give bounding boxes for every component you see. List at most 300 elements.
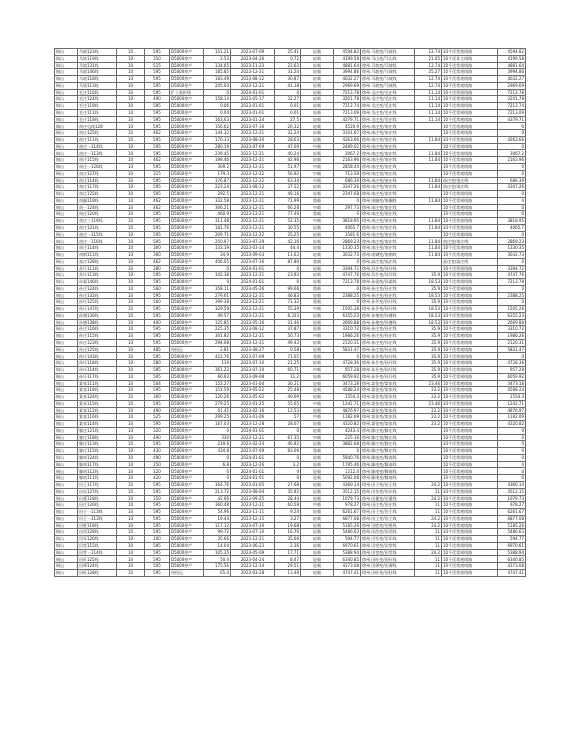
table-cell: 铜山: [55, 482, 78, 489]
table-cell: 0: [334, 285, 361, 292]
table-cell: 铜山: [55, 360, 78, 367]
table-row: [55, 224, 526, 231]
table-cell: D5000停产: [170, 130, 204, 137]
table-cell: 11.84: [415, 157, 442, 164]
table-cell: 117.12: [204, 522, 231, 529]
table-cell: 铜山: [55, 495, 78, 502]
table-cell: 24.2: [415, 482, 442, 489]
table-cell: 10千伏常规线路: [442, 360, 498, 367]
table-cell: 9.24: [275, 509, 301, 516]
table-cell: 3347.26: [334, 184, 361, 191]
table-cell: 南庄变/南庄线: [442, 238, 498, 245]
table-cell: 250.97: [204, 238, 231, 245]
table-cell: 田谭124线: [78, 563, 117, 570]
table-cell: 铜山: [55, 515, 78, 522]
table-cell: 10千伏常规线路: [442, 333, 498, 340]
table-cell: 490: [145, 407, 170, 414]
table-row: [55, 495, 526, 502]
table-cell: D5000停产: [170, 468, 204, 475]
table-cell: 595: [145, 529, 170, 536]
table-cell: 2023-08-04: [231, 488, 275, 495]
table-cell: 轻载: [301, 184, 334, 191]
table-cell: 595: [145, 387, 170, 394]
table-cell: 595: [145, 549, 170, 556]
table-cell: 徐州.孙庄变/孙庄线: [361, 292, 415, 299]
table-cell: 279.25: [204, 400, 231, 407]
table-cell: 孙庄125线: [78, 346, 117, 353]
table-cell: 轻载: [301, 515, 334, 522]
table-cell: 2023-07-09: [231, 353, 275, 360]
table-cell: 马坡123线: [78, 49, 117, 56]
table-cell: 徐州.棠张变/棠张线: [361, 414, 415, 421]
table-cell: 10千伏常规线路: [442, 109, 498, 116]
table-cell: 徐州.滕庄变/滕庄线: [361, 441, 415, 448]
table-cell: 120: [145, 468, 170, 475]
table-cell: 99.66: [275, 285, 301, 292]
table-cell: 686.39: [334, 177, 361, 184]
table-cell: 10: [117, 170, 145, 177]
table-cell: 31.24: [275, 69, 301, 76]
table-cell: 10: [117, 522, 145, 529]
table-cell: 120.26: [204, 394, 231, 401]
table-cell: 滕庄121线: [78, 427, 117, 434]
table-cell: 0: [334, 448, 361, 455]
table-cell: 铜山: [55, 76, 78, 83]
table-cell: 35.9: [415, 326, 442, 333]
table-cell: 轻载: [301, 441, 334, 448]
table-cell: 徐州.孙圩变/孙圩线: [361, 360, 415, 367]
table-cell: 轻载: [301, 529, 334, 536]
table-cell: 徐州.孙圩变/孙圩线: [361, 366, 415, 373]
table-cell: 23.2: [415, 387, 442, 394]
table-cell: 中载: [301, 164, 334, 171]
table-cell: 10: [117, 130, 145, 137]
table-cell: 徐州.孙塘变/孙塘线: [361, 319, 415, 326]
table-cell: 10千伏常规线路: [442, 394, 498, 401]
table-cell: 轻载: [301, 421, 334, 428]
table-cell: 徐州.南庄变/南庄线: [361, 123, 415, 130]
table-cell: 3310.72: [498, 326, 526, 333]
table-cell: 560: [145, 299, 170, 306]
table-cell: 399.38: [204, 299, 231, 306]
table-cell: 35.9: [415, 272, 442, 279]
table-cell: 35.9: [415, 366, 442, 373]
table-cell: 13.48: [275, 569, 301, 576]
table-cell: 595: [145, 177, 170, 184]
table-cell: 铜山: [55, 164, 78, 171]
table-cell: 0: [204, 427, 231, 434]
table-cell: 徐州.滕南变/滕南线: [361, 475, 415, 482]
table-cell: 10千伏常规线路: [442, 427, 498, 434]
table-cell: 0: [334, 211, 361, 218]
table-cell: 2023-09-08: [231, 373, 275, 380]
table-cell: 10千伏常规线路: [442, 414, 498, 421]
table-cell: 铜山: [55, 434, 78, 441]
table-cell: 2023-12-21: [231, 164, 275, 171]
table-cell: 铜山: [55, 258, 78, 265]
table-row: [55, 150, 526, 157]
table-cell: 4747.76: [334, 272, 361, 279]
table-cell: 0: [498, 143, 526, 150]
table-cell: 2023-12-21: [231, 339, 275, 346]
table-row: [55, 231, 526, 238]
table-cell: 65.4: [204, 569, 231, 576]
table-cell: 徐州.滕南变/滕南线: [361, 468, 415, 475]
table-cell: 35.9: [415, 339, 442, 346]
table-cell: 10: [117, 495, 145, 502]
table-cell: 中载: [301, 400, 334, 407]
table-row: [55, 143, 526, 150]
table-cell: 2023-07-10: [231, 522, 275, 529]
table-cell: 轻载: [301, 454, 334, 461]
table-cell: 10: [117, 427, 145, 434]
table-cell: 3818.95: [334, 218, 361, 225]
table-cell: 轻载: [301, 69, 334, 76]
table-cell: 徐州.田王变/田王线: [361, 515, 415, 522]
table-cell: 4360.14: [498, 482, 526, 489]
table-cell: 中载: [301, 204, 334, 211]
table-cell: 5185.26: [498, 522, 526, 529]
table-cell: 595: [145, 292, 170, 299]
table-cell: 7213.78: [334, 89, 361, 96]
table-cell: 18.53: [415, 319, 442, 326]
table-cell: 46.82: [275, 441, 301, 448]
table-cell: 595: [145, 231, 170, 238]
table-cell: 11: [415, 502, 442, 509]
table-cell: 10千伏常规线路: [442, 279, 498, 286]
table-cell: 轻载: [301, 191, 334, 198]
table-cell: 铜山: [55, 441, 78, 448]
table-cell: 462: [145, 130, 170, 137]
table-cell: 10千伏常规线路: [442, 89, 498, 96]
table-row: [55, 326, 526, 333]
table-cell: 4173.08: [334, 563, 361, 570]
table-cell: 376.87: [204, 177, 231, 184]
table-cell: 2388.25: [498, 292, 526, 299]
table-cell: D5000停产: [170, 549, 204, 556]
table-cell: 2023-08-12: [231, 76, 275, 83]
table-cell: 轻载: [301, 427, 334, 434]
table-cell: 10: [117, 211, 145, 218]
table-cell: 7213.78: [334, 279, 361, 286]
table-cell: 23.2: [415, 407, 442, 414]
table-cell: 铜山: [55, 265, 78, 272]
table-cell: 铜山: [55, 279, 78, 286]
table-cell: 2024-01-01: [231, 468, 275, 475]
table-row: [55, 191, 526, 198]
table-cell: 徐州.滕南变/滕南线: [361, 461, 415, 468]
table-cell: 轻载: [301, 394, 334, 401]
table-cell: 595: [145, 279, 170, 286]
table-cell: 49.16: [275, 191, 301, 198]
table-cell: 2120.31: [498, 339, 526, 346]
table-cell: 马坡118线: [78, 76, 117, 83]
table-cell: 徐州.孙圩变/孙圩线: [361, 373, 415, 380]
table-cell: D5000停产: [170, 231, 204, 238]
table-cell: 7213.09: [498, 109, 526, 116]
table-row: [55, 184, 526, 191]
table-cell: 10: [117, 488, 145, 495]
table-cell: 31.46: [275, 319, 301, 326]
table-cell: 7213.78: [498, 89, 526, 96]
table-cell: 南一124线: [78, 204, 117, 211]
table-cell: D5000停产: [170, 495, 204, 502]
table-cell: 3101.67: [334, 130, 361, 137]
table-cell: 595: [145, 515, 170, 522]
table-row: [55, 563, 526, 570]
table-row: [55, 245, 526, 252]
table-cell: 11.84: [415, 184, 442, 191]
table-cell: 滕南112线: [78, 468, 117, 475]
table-cell: 0: [498, 164, 526, 171]
table-cell: 4881.64: [334, 62, 361, 69]
table-cell: 孙庄116线: [78, 326, 117, 333]
table-cell: [415, 211, 442, 218]
table-cell: 5486.63: [498, 529, 526, 536]
table-cell: 10: [117, 109, 145, 116]
table-cell: 11.84: [415, 245, 442, 252]
table-cell: D5000停产: [170, 454, 204, 461]
table-cell: 10千伏非主线路: [442, 55, 498, 62]
table-cell: D5000停产: [170, 366, 204, 373]
table-cell: 南庄变/南庄线: [442, 177, 498, 184]
table-cell: 10: [117, 549, 145, 556]
table-cell: D5000停产: [170, 515, 204, 522]
table-cell: 轻载: [301, 373, 334, 380]
table-cell: 595: [145, 312, 170, 319]
table-cell: 0.06: [204, 103, 231, 110]
table-cell: 10: [117, 238, 145, 245]
table-cell: 10: [117, 407, 145, 414]
table-cell: 轻载: [301, 157, 334, 164]
table-cell: 10: [117, 373, 145, 380]
table-cell: 1986.26: [498, 333, 526, 340]
table-cell: 25.41: [275, 49, 301, 56]
table-cell: 2969.69: [334, 82, 361, 89]
table-cell: 重载: [301, 285, 334, 292]
table-cell: 11: [415, 563, 442, 570]
table-cell: 徐州.毛庄变/毛庄线: [361, 96, 415, 103]
table-cell: 毛庄119线: [78, 103, 117, 110]
table-cell: [415, 204, 442, 211]
table-row: [55, 279, 526, 286]
table-cell: 南庄120线: [78, 211, 117, 218]
table-cell: 239.45: [204, 150, 231, 157]
table-cell: 3.27: [275, 515, 301, 522]
table-cell: 棠张116线: [78, 414, 117, 421]
table-cell: 2023-09-25: [231, 495, 275, 502]
table-cell: 22.63: [275, 62, 301, 69]
table-cell: D5000停产: [170, 96, 204, 103]
table-cell: 10: [117, 299, 145, 306]
table-cell: 铜山: [55, 319, 78, 326]
table-cell: 35.25: [275, 231, 301, 238]
table-cell: 10千伏常规线路: [442, 549, 498, 556]
table-cell: 10: [117, 123, 145, 130]
table-cell: D5000停产: [170, 448, 204, 455]
table-cell: 铜山: [55, 272, 78, 279]
table-cell: 10: [117, 265, 145, 272]
table-cell: 4320.82: [334, 421, 361, 428]
table-cell: 南庄变/南庄线: [442, 184, 498, 191]
table-cell: D5000停产: [170, 333, 204, 340]
table-cell: 10千伏常规线路: [442, 49, 498, 56]
table-cell: 徐州.马山变/马山线: [361, 55, 415, 62]
table-cell: 轻载: [301, 272, 334, 279]
table-cell: 2023-05-26: [231, 285, 275, 292]
table-cell: 铜山: [55, 177, 78, 184]
table-cell: [415, 441, 442, 448]
table-cell: 徐州.滕庄变/滕庄线: [361, 448, 415, 455]
table-cell: 1554.3: [498, 394, 526, 401]
table-cell: 1330.35: [498, 245, 526, 252]
table-cell: 铜山: [55, 569, 78, 576]
table-cell: 10: [117, 400, 145, 407]
table-cell: 4747.41: [334, 569, 361, 576]
table-cell: 10: [117, 191, 145, 198]
table-row: [55, 292, 526, 299]
table-cell: 10千伏常规线路: [442, 103, 498, 110]
table-cell: 4360.14: [334, 482, 361, 489]
table-cell: 铜山: [55, 454, 78, 461]
table-cell: 10: [117, 258, 145, 265]
table-cell: 0: [498, 299, 526, 306]
table-cell: 田东127线: [78, 488, 117, 495]
table-cell: 0: [498, 441, 526, 448]
table-cell: 毛庄118线: [78, 116, 117, 123]
table-cell: 595: [145, 556, 170, 563]
table-row: [55, 55, 526, 62]
table-cell: 南庄屯线128: [78, 123, 117, 130]
table-cell: 50.4: [204, 556, 231, 563]
table-cell: 0: [498, 123, 526, 130]
table-row: [55, 49, 526, 56]
table-cell: 8.47: [275, 556, 301, 563]
table-cell: 滕南111线: [78, 475, 117, 482]
table-cell: 10千伏常规线路: [442, 306, 498, 313]
table-cell: 毛庄111线: [78, 109, 117, 116]
table-row: [55, 373, 526, 380]
table-cell: 0: [498, 204, 526, 211]
table-cell: 徐州.南庄变/南庄线: [361, 150, 415, 157]
table-cell: 10: [117, 116, 145, 123]
table-cell: 10千伏常规线路: [442, 136, 498, 143]
table-cell: 棠张111线: [78, 380, 117, 387]
table-cell: 铜山: [55, 197, 78, 204]
table-cell: 105.35: [204, 549, 231, 556]
table-cell: D5000停产: [170, 475, 204, 482]
table-cell: 10: [117, 136, 145, 143]
table-cell: 4747.41: [498, 569, 526, 576]
table-cell: 轻载: [301, 482, 334, 489]
table-cell: 10千伏常规线路: [442, 515, 498, 522]
table-row: [55, 488, 526, 495]
table-cell: 6059.92: [334, 373, 361, 380]
table-cell: 2023-01-25: [231, 400, 275, 407]
table-cell: 1079.73: [334, 495, 361, 502]
table-cell: 11.63: [275, 251, 301, 258]
table-row: [55, 204, 526, 211]
table-cell: 0: [275, 89, 301, 96]
table-cell: 铜山: [55, 542, 78, 549]
table-cell: 2023-05-16: [231, 319, 275, 326]
table-cell: 2023-12-21: [231, 306, 275, 313]
table-cell: 徐州.田旺变/田旺线: [361, 556, 415, 563]
table-cell: D5000停产: [170, 285, 204, 292]
table-cell: 徐州.南庄变/南庄线: [361, 218, 415, 225]
table-cell: 10: [117, 157, 145, 164]
table-cell: 100: [145, 536, 170, 543]
table-cell: 10: [117, 204, 145, 211]
table-cell: 30.55: [275, 224, 301, 231]
table-cell: 10千伏常规线路: [442, 475, 498, 482]
table-cell: 35.9: [415, 360, 442, 367]
table-cell: 轻载: [301, 569, 334, 576]
table-cell: 中载: [301, 434, 334, 441]
table-cell: 300: [145, 245, 170, 252]
table-cell: 2023-05-17: [231, 96, 275, 103]
table-cell: 4379.71: [334, 116, 361, 123]
table-cell: 0: [498, 130, 526, 137]
table-cell: 504: [145, 380, 170, 387]
table-cell: D5000停产: [170, 529, 204, 536]
table-row: [55, 130, 526, 137]
table-cell: 徐州.棠张变/棠张线: [361, 407, 415, 414]
table-cell: 490: [145, 434, 170, 441]
table-cell: 2023-03-14: [231, 245, 275, 252]
table-row: [55, 448, 526, 455]
table-cell: 35.66: [275, 536, 301, 543]
table-cell: 10: [117, 285, 145, 292]
table-cell: D5000停产: [170, 319, 204, 326]
table-cell: 中载: [301, 218, 334, 225]
table-cell: 徐州.南庄变/南庄线: [361, 204, 415, 211]
table-cell: 10千伏常规线路: [442, 366, 498, 373]
table-cell: 18.53: [415, 306, 442, 313]
table-cell: 434.8: [204, 448, 231, 455]
table-cell: 铜山: [55, 387, 78, 394]
table-cell: 滕南117线: [78, 461, 117, 468]
table-cell: 11.84: [415, 251, 442, 258]
table-cell: 2163.96: [334, 157, 361, 164]
table-cell: 35.9: [415, 333, 442, 340]
table-cell: 10: [117, 536, 145, 543]
table-cell: 3394.72: [334, 265, 361, 272]
table-cell: 40.24: [275, 150, 301, 157]
table-cell: 350: [145, 55, 170, 62]
table-cell: 0: [498, 231, 526, 238]
table-cell: 10千伏常规线路: [442, 164, 498, 171]
table-cell: 29.51: [275, 563, 301, 570]
table-cell: 292.5: [204, 191, 231, 198]
table-cell: 460.9: [204, 211, 231, 218]
table-cell: 2023-11-23: [231, 62, 275, 69]
table-cell: 10: [117, 454, 145, 461]
table-cell: 10千伏常规线路: [442, 292, 498, 299]
table-cell: 3067.2: [334, 150, 361, 157]
table-row: [55, 272, 526, 279]
table-cell: 61.42: [204, 407, 231, 414]
table-cell: D5000停产: [170, 312, 204, 319]
table-cell: 轻载: [301, 130, 334, 137]
table-cell: 51.97: [275, 164, 301, 171]
table-cell: 3.2: [275, 461, 301, 468]
table-cell: 10: [117, 76, 145, 83]
table-cell: 10: [117, 569, 145, 576]
table-cell: 595: [145, 238, 170, 245]
table-cell: 686.39: [498, 177, 526, 184]
table-cell: 轻载: [301, 224, 334, 231]
